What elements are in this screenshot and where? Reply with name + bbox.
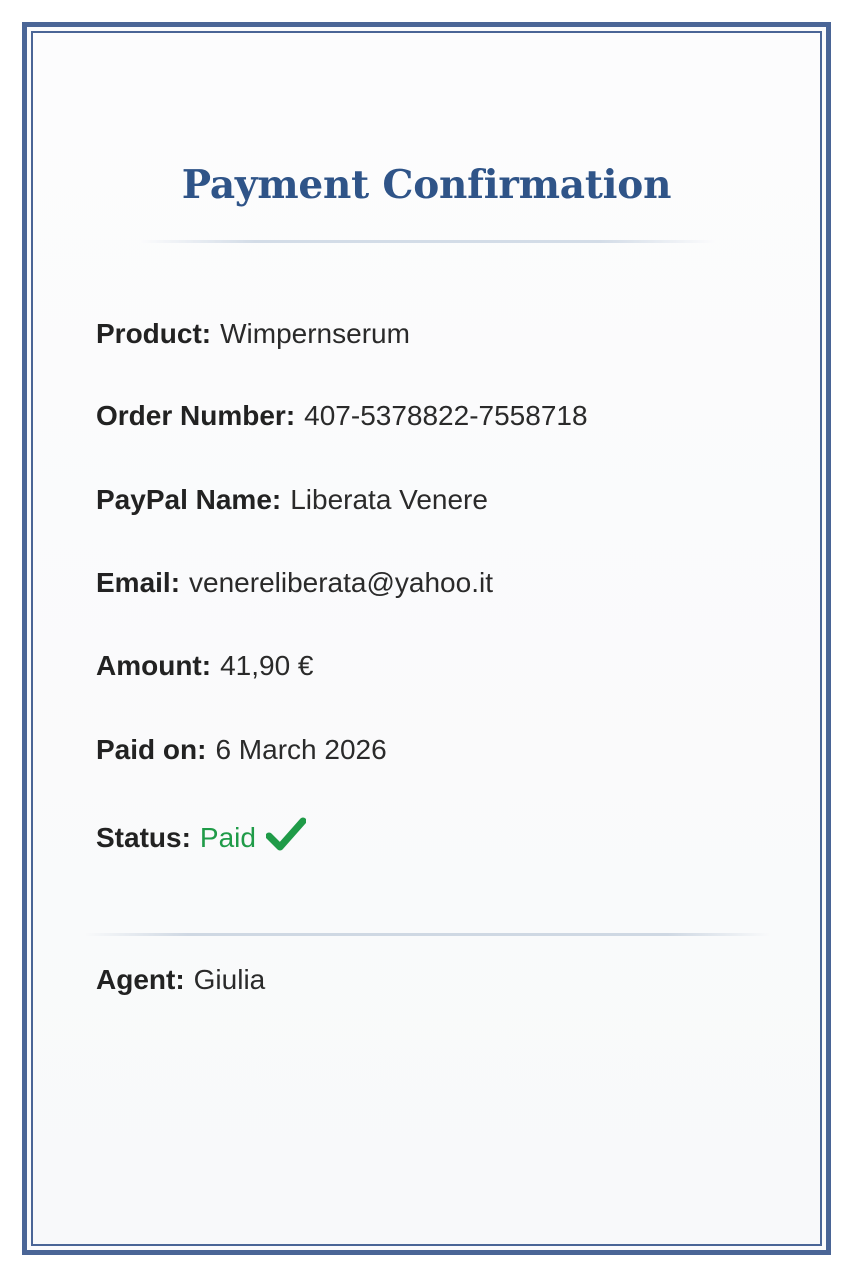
status-badge: Paid <box>199 822 256 853</box>
order-number-label: Order Number: <box>96 400 296 431</box>
amount-label: Amount: <box>96 650 212 681</box>
agent-row <box>96 964 265 996</box>
product-value: Wimpernserum <box>220 318 410 349</box>
amount-row <box>96 650 314 682</box>
agent-label: Agent: <box>96 964 185 995</box>
page-title: Payment Confirmation <box>181 162 672 208</box>
title-divider <box>140 240 715 243</box>
email-row <box>96 567 493 599</box>
document-inner-border <box>31 31 822 1246</box>
email-value: venereliberata@yahoo.it <box>189 567 493 598</box>
status-label: Status: <box>96 822 191 853</box>
status-row <box>96 817 306 860</box>
order-number-value: 407-5378822-7558718 <box>304 400 588 431</box>
order-number-row <box>96 400 588 432</box>
paid-on-label: Paid on: <box>96 734 207 765</box>
agent-value: Giulia <box>193 964 266 995</box>
amount-value: 41,90 € <box>220 650 314 681</box>
paypal-name-label: PayPal Name: <box>96 484 282 515</box>
paypal-name-row <box>96 484 488 516</box>
email-label: Email: <box>96 567 181 598</box>
paid-on-row <box>96 734 387 766</box>
bottom-divider <box>85 933 770 936</box>
paypal-name-value: Liberata Venere <box>290 484 488 515</box>
checkmark-icon <box>266 817 306 860</box>
product-row <box>96 318 410 350</box>
paid-on-value: 6 March 2026 <box>215 734 387 765</box>
product-label: Product: <box>96 318 212 349</box>
